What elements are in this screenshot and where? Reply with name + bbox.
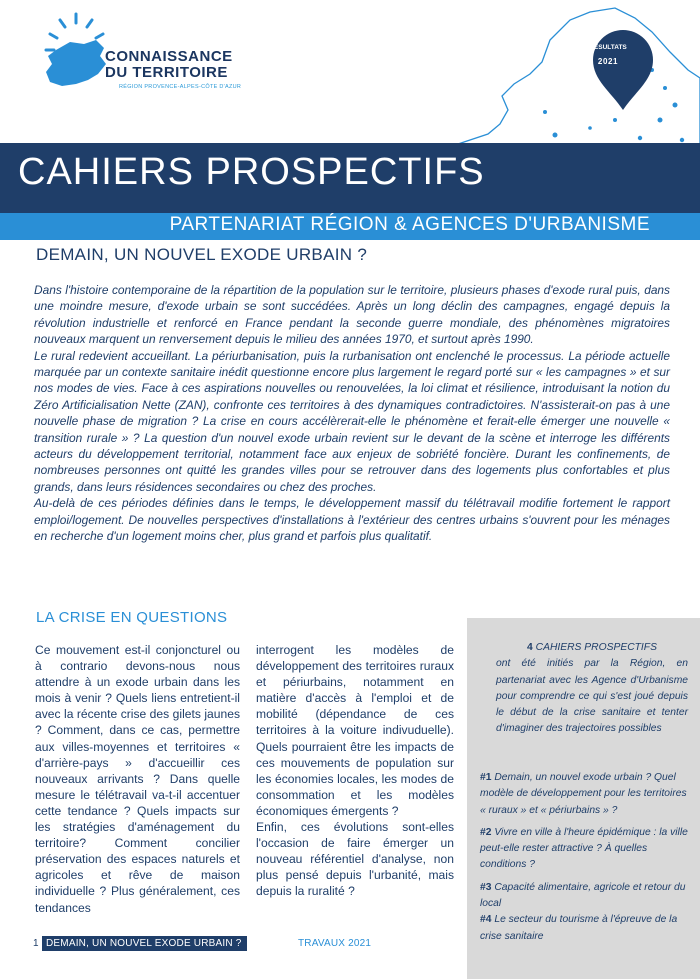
sidebar-intro (480, 640, 688, 738)
sidebar-intro-text: ont été initiés par la Région, en partenariat avec les Agence d'Urbanisme pour comprendre ce qui s'est joué depuis le début de la crise sanitaire et tenter d'imaginer des trajectoires possibles (496, 658, 688, 735)
list-item-text: Le secteur du tourisme à l'épreuve de la crise sanitaire (480, 914, 678, 942)
intro-text (34, 282, 670, 545)
body-paragraph: interrogent les modèles de développement des territoires ruraux et périurbains, notamment en matière d'accès à l'emploi et de mobilité (dépendance de ces territoires à la voiture indivuduelle). Quels pourraient être les impacts de ces mouvements de population sur les économies locales, les modes de consommation et les modèles économiques émergents ? (256, 643, 454, 818)
page-title: DEMAIN, UN NOUVEL EXODE URBAIN ? (36, 245, 368, 264)
list-item-num: #3 (480, 881, 492, 893)
body-column-2 (256, 642, 454, 900)
list-item-num: #1 (480, 772, 492, 783)
footer-year: TRAVAUX 2021 (298, 938, 372, 949)
list-item-text: Vivre en ville à l'heure épidémique : la ville peut-elle rester attractive ? À quelles conditions ? (480, 826, 688, 871)
logo-title-line2: DU TERRITOIRE (105, 64, 228, 81)
sidebar-heading (480, 640, 688, 656)
sidebar-heading-text: CAHIERS PROSPECTIFS (535, 642, 657, 653)
logo-title-line1: CONNAISSANCE (105, 48, 233, 65)
document-subtitle: PARTENARIAT RÉGION & AGENCES D'URBANISME (169, 214, 650, 235)
list-item-text: Demain, un nouvel exode urbain ? Quel modèle de développement pour les territoires « ruraux » et « périurbains » ? (480, 772, 687, 816)
section-title: LA CRISE EN QUESTIONS (36, 609, 228, 626)
list-item-text: Capacité alimentaire, agricole et retour du local (480, 881, 686, 910)
logo-subtitle: RÉGION PROVENCE-ALPES-CÔTE D'AZUR (119, 84, 242, 90)
list-item (480, 912, 688, 945)
sidebar-notch (564, 600, 604, 618)
intro-paragraph: Au-delà de ces périodes définies dans le temps, le développement massif du télétravail modifie fortement le rapport emploi/logement. De nouvelles perspectives d'installations à l'extérieur des centres urbains s'ouvrent pour les ménages en recherche d'un logement moins cher, plus grand et parfois plus qualitatif. (34, 496, 670, 544)
sidebar-list (480, 770, 688, 951)
body-column-1: Ce mouvement est-il conjoncturel ou à contrario devons-nous nous attendre à un exode urbain dans les mois à venir ? Quels liens entretient-il avec la récente crise des gilets jaunes ? Comment, dans ce cas, permettre aux villes-moyennes et territoires « d'arrière-pays » d'accueillir ces nouveaux arrivants ? Dans quelle mesure le télétravail va-t-il accentuer cette tendance ? Quels impacts sur les stratégies d'aménagement du territoire? Comment concilier préservation des espaces naturels et agricoles et rêve de maison individuelle ? Plus généralement, ces tendances (35, 643, 240, 915)
badge-label: RÉSULTATS (589, 44, 627, 51)
sidebar-count: 4 (527, 642, 533, 653)
result-badge-icon (593, 30, 653, 110)
list-item (480, 880, 688, 913)
body-paragraph: Enfin, ces évolutions sont-elles l'occasion de faire émerger un nouveau référentiel d'analyse, non plus pensé depuis l'urbanité, mais depuis la ruralité ? (256, 820, 454, 899)
list-item-num: #2 (480, 826, 492, 838)
list-item (480, 825, 688, 874)
list-item (480, 770, 688, 819)
page-number: 1 (33, 938, 39, 949)
footer-title: DEMAIN, UN NOUVEL EXODE URBAIN ? (46, 938, 242, 949)
intro-paragraph: Dans l'histoire contemporaine de la répartition de la population sur le territoire, plusieurs phases d'exode rural puis, dans une moindre mesure, d'exode urbain se sont succédées. Après un long déclin des campagnes, engagé depuis la révolution industrielle et renforcé en France pendant la seconde guerre mondiale, des phénomènes migratoires nouveaux marquent un renversement depuis le milieu des années 1970, et surtout après 1990. (34, 283, 670, 347)
list-item-num: #4 (480, 914, 492, 926)
badge-year: 2021 (597, 57, 619, 66)
intro-paragraph: Le rural redevient accueillant. La périurbanisation, puis la rurbanisation ont enclenché le processus. La période actuelle marquée par un contexte sanitaire inédit questionne encore plus largement le regard porté sur « les campagnes » et sur nos modes de vies. Face à ces aspirations nouvelles ou renouvelées, la loi climat et résilience, introduisant la notion du Zéro Artificialisation Nette (ZAN), confronte ces territoires à des dynamiques contradictoires. N'assisterait-on pas à une nouvelle phase de migration ? La crise en cours accélèrerait-elle le phénomène et ferait-elle émerger une nouvelle « transition rurale » ? La question d'un nouvel exode urbain revient sur le devant de la scène et interroge les différents acteurs du développement territorial, notamment face aux enjeux de sobriété foncière. Durant les confinements, de nombreuses personnes ont quitté les grandes villes pour se retrouver dans des logements plus confortables et plus grands, dans leurs résidences secondaires ou chez des proches. (34, 348, 670, 494)
document-title: CAHIERS PROSPECTIFS (18, 151, 485, 193)
